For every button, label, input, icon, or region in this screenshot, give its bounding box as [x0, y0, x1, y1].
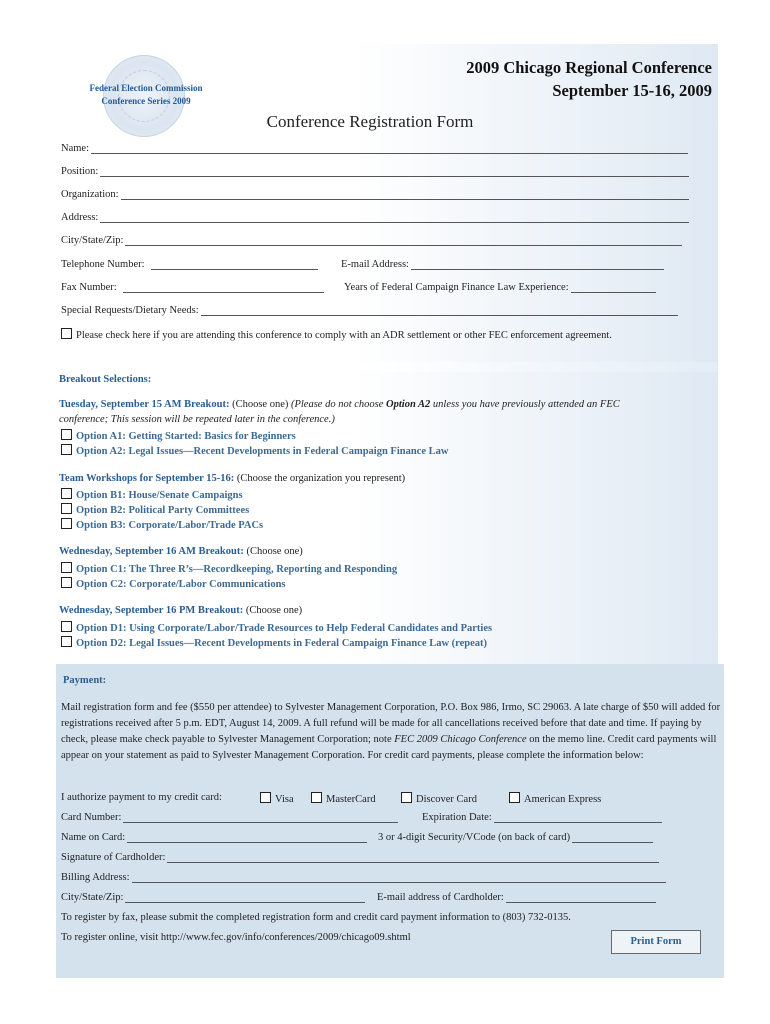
- amex-label: American Express: [524, 794, 602, 805]
- option-d1-checkbox[interactable]: [61, 621, 72, 632]
- city-label: City/State/Zip:: [61, 235, 124, 246]
- logo-line-1: Federal Election Commission: [89, 83, 203, 93]
- adr-label: Please check here if you are attending this conference to comply with an ADR settlement or other FEC enforcement agreement.: [76, 330, 612, 341]
- billing-address-field[interactable]: [61, 872, 666, 883]
- tuesday-note-b: Option A2: [386, 399, 431, 410]
- option-c1-checkbox[interactable]: [61, 562, 72, 573]
- team-workshops-line: [59, 473, 405, 484]
- organization-label: Organization:: [61, 189, 119, 200]
- mastercard-label: MasterCard: [326, 794, 376, 805]
- option-b3[interactable]: [61, 518, 263, 531]
- years-label: Years of Federal Campaign Finance Law Experience:: [344, 282, 569, 293]
- option-d2-checkbox[interactable]: [61, 636, 72, 647]
- option-d1-label: Option D1: Using Corporate/Labor/Trade Resources to Help Federal Candidates and Parties: [76, 623, 493, 634]
- name-on-card-field[interactable]: [61, 832, 367, 843]
- conference-dates: September 15-16, 2009: [552, 81, 712, 100]
- signature-label: Signature of Cardholder:: [61, 852, 166, 863]
- option-b2-label: Option B2: Political Party Committees: [76, 505, 250, 516]
- option-a1-label: Option A1: Getting Started: Basics for Beginners: [76, 431, 296, 442]
- option-a2-label: Option A2: Legal Issues—Recent Developments in Federal Campaign Finance Law: [76, 446, 449, 457]
- option-c2-label: Option C2: Corporate/Labor Communications: [76, 579, 286, 590]
- tuesday-note-line2: conference; This session will be repeated later in the conference.): [59, 414, 335, 425]
- security-label: 3 or 4-digit Security/VCode (on back of card): [378, 832, 571, 843]
- name-label: Name:: [61, 143, 89, 154]
- cardholder-email-label: E-mail address of Cardholder:: [377, 892, 504, 903]
- option-d2-label: Option D2: Legal Issues—Recent Developments in Federal Campaign Finance Law (repeat): [76, 638, 488, 649]
- billing-city-field[interactable]: [61, 892, 365, 903]
- organization-field[interactable]: [61, 189, 689, 200]
- wednesday-am-line: [59, 546, 303, 557]
- page-title: Conference Registration Form: [266, 112, 474, 131]
- card-number-field[interactable]: [61, 812, 398, 823]
- payment-text-b: on the memo line. Credit card payments will appear on your statement as paid to Sylvester Management Corporation. For credit card payments, please complete the information below:: [61, 734, 717, 761]
- address-label: Address:: [61, 212, 99, 223]
- visa-label: Visa: [275, 794, 294, 805]
- option-b3-label: Option B3: Corporate/Labor/Trade PACs: [76, 520, 264, 531]
- tuesday-note-c: unless you have previously attended an FEC: [432, 399, 620, 410]
- wed-pm-choose: (Choose one): [245, 605, 303, 616]
- payment-heading: Payment:: [63, 675, 107, 686]
- wed-am-label: Wednesday, September 16 AM Breakout:: [59, 546, 244, 557]
- position-label: Position:: [61, 166, 99, 177]
- option-a2-checkbox[interactable]: [61, 444, 72, 455]
- logo-text: [60, 82, 232, 108]
- authorize-label: I authorize payment to my credit card:: [61, 792, 222, 803]
- option-b1-label: Option B1: House/Senate Campaigns: [76, 490, 243, 501]
- option-a1-checkbox[interactable]: [61, 429, 72, 440]
- tuesday-note-a: (Please do not choose: [290, 399, 384, 410]
- tuesday-breakout-line: [59, 399, 620, 410]
- card-number-label: Card Number:: [61, 812, 122, 823]
- option-c1-label: Option C1: The Three R’s—Recordkeeping, Reporting and Responding: [76, 564, 398, 575]
- name-field[interactable]: [61, 143, 688, 154]
- fax-field[interactable]: [61, 282, 324, 293]
- option-b1[interactable]: [61, 488, 243, 501]
- option-b1-checkbox[interactable]: [61, 488, 72, 499]
- address-field[interactable]: [61, 212, 689, 223]
- telephone-label: Telephone Number:: [61, 259, 145, 270]
- team-choose: (Choose the organization you represent): [236, 473, 406, 484]
- card-visa[interactable]: [260, 792, 294, 805]
- mastercard-checkbox[interactable]: [311, 792, 322, 803]
- card-mastercard[interactable]: [311, 792, 376, 805]
- wed-pm-label: Wednesday, September 16 PM Breakout:: [59, 605, 244, 616]
- option-d1[interactable]: [61, 621, 492, 634]
- conference-name: 2009 Chicago Regional Conference: [466, 58, 712, 77]
- visa-checkbox[interactable]: [260, 792, 271, 803]
- payment-text-italic: FEC 2009 Chicago Conference: [394, 734, 527, 745]
- conference-title: [466, 56, 712, 102]
- name-on-card-label: Name on Card:: [61, 832, 126, 843]
- card-amex[interactable]: [509, 792, 601, 805]
- option-b3-checkbox[interactable]: [61, 518, 72, 529]
- telephone-field[interactable]: [61, 259, 318, 270]
- online-note: To register online, visit http://www.fec.gov/info/conferences/2009/chicago09.shtml: [61, 932, 411, 943]
- wed-am-choose: (Choose one): [246, 546, 303, 557]
- option-c2[interactable]: [61, 577, 286, 590]
- payment-instructions: [61, 700, 723, 764]
- option-d2[interactable]: [61, 636, 487, 649]
- team-label: Team Workshops for September 15-16:: [59, 473, 235, 484]
- payment-text-a: Mail registration form and fee ($550 per attendee) to Sylvester Management Corporation, P.O. Box 986, Irmo, SC 29063. A late charge of $50 will added for registrations received after 5 p.m. EDT, August 14, 2009. A full refund will be made for all cancellations received before that date and time. If paying by check, please make check payable to Sylvester Management Corporation; note: [61, 702, 721, 745]
- position-field[interactable]: [61, 166, 689, 177]
- discover-checkbox[interactable]: [401, 792, 412, 803]
- security-code-field[interactable]: [378, 832, 653, 843]
- breakout-heading: Breakout Selections:: [59, 374, 152, 385]
- billing-label: Billing Address:: [61, 872, 130, 883]
- option-a2[interactable]: [61, 444, 448, 457]
- cardholder-email-field[interactable]: [377, 892, 656, 903]
- tuesday-label: Tuesday, September 15 AM Breakout:: [59, 399, 230, 410]
- expiration-label: Expiration Date:: [422, 812, 492, 823]
- adr-checkbox[interactable]: [61, 328, 72, 339]
- section-band: [56, 362, 718, 372]
- print-form-button[interactable]: Print Form: [611, 930, 701, 954]
- city-state-zip-field[interactable]: [61, 235, 682, 246]
- special-requests-field[interactable]: [61, 305, 678, 316]
- signature-field[interactable]: [61, 852, 659, 863]
- adr-checkbox-row[interactable]: [61, 328, 612, 341]
- expiration-field[interactable]: [422, 812, 662, 823]
- fax-label: Fax Number:: [61, 282, 117, 293]
- email-label: E-mail Address:: [341, 259, 409, 270]
- fax-note: To register by fax, please submit the completed registration form and credit card payment information to (803) 732-0135.: [61, 912, 571, 923]
- option-b2-checkbox[interactable]: [61, 503, 72, 514]
- option-a1[interactable]: [61, 429, 296, 442]
- email-field[interactable]: [341, 259, 664, 270]
- option-b2[interactable]: [61, 503, 249, 516]
- amex-checkbox[interactable]: [509, 792, 520, 803]
- special-label: Special Requests/Dietary Needs:: [61, 305, 199, 316]
- discover-label: Discover Card: [416, 794, 477, 805]
- wednesday-pm-line: [59, 605, 302, 616]
- billing-city-label: City/State/Zip:: [61, 892, 124, 903]
- card-discover[interactable]: [401, 792, 477, 805]
- tuesday-choose: (Choose one): [232, 399, 289, 410]
- years-experience-field[interactable]: [344, 282, 656, 293]
- logo-line-2: Conference Series 2009: [101, 96, 191, 106]
- option-c1[interactable]: [61, 562, 397, 575]
- option-c2-checkbox[interactable]: [61, 577, 72, 588]
